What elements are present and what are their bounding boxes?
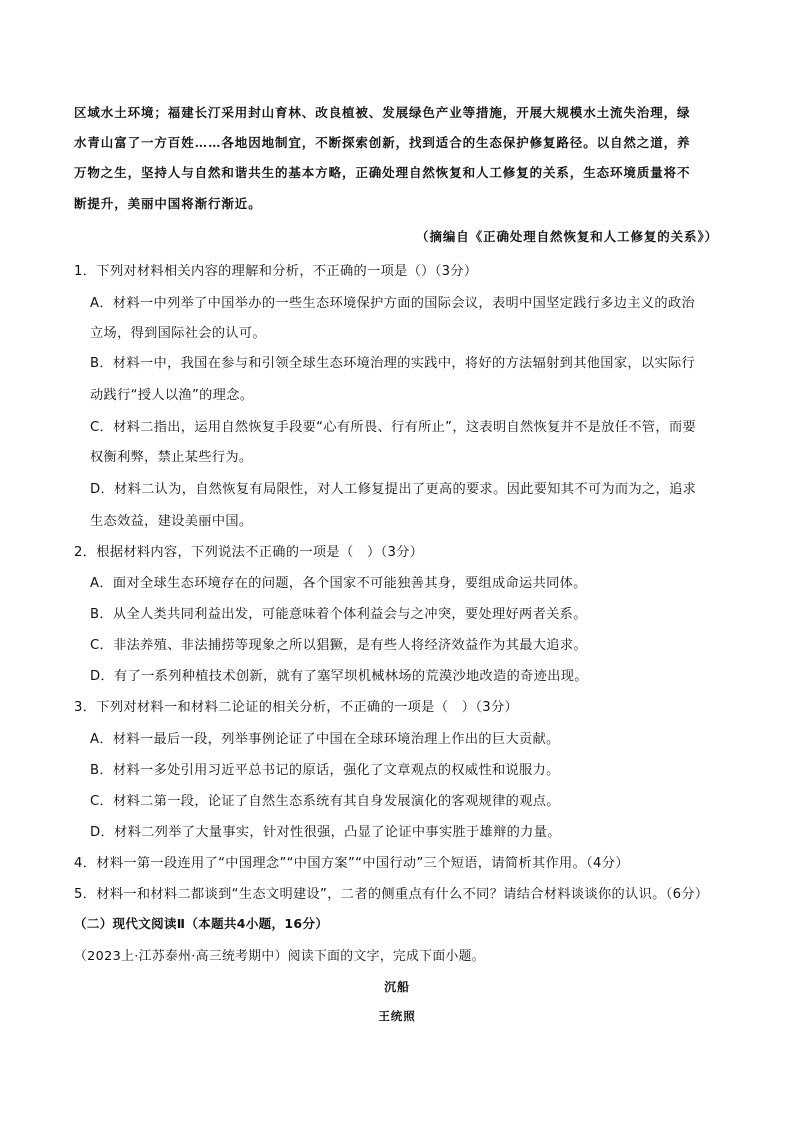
option-line: 动践行“授人以渔”的理念。 bbox=[90, 388, 254, 403]
passage-line: 水青山富了一方百姓……各地因地制宜，不断探索创新，找到适合的生态保护修复路径。以自然之道，养 bbox=[74, 135, 691, 150]
option-line: B．从全人类共同利益出发，可能意味着个体利益会与之冲突，要处理好两者关系。 bbox=[90, 607, 587, 622]
question-stem: 4．材料一第一段连用了“中国理念”“中国方案”“中国行动”三个短语，请简析其作用。（4分） bbox=[74, 856, 629, 871]
passage-source: （摘编自《正确处理自然恢复和人工修复的关系》） bbox=[416, 229, 718, 244]
article-author: 王统照 bbox=[378, 1009, 416, 1023]
option-line: 权衡利弊，禁止某些行为。 bbox=[90, 450, 253, 465]
option-line: B．材料一多处引用习近平总书记的原话，强化了文章观点的权威性和说服力。 bbox=[90, 763, 560, 778]
question-stem: 3．下列对材料一和材料二论证的相关分析，不正确的一项是（ ）（3分） bbox=[74, 700, 519, 715]
article-title: 沉船 bbox=[384, 980, 410, 994]
option-line: D．材料二列举了大量事实，针对性很强，凸显了论证中事实胜于雄辩的力量。 bbox=[90, 825, 561, 840]
passage-line: 万物之生，坚持人与自然和谐共生的基本方略，正确处理自然恢复和人工修复的关系，生态环境质量将不 bbox=[74, 165, 691, 180]
section-intro: （2023上·江苏泰州·高三统考期中）阅读下面的文字，完成下面小题。 bbox=[74, 949, 485, 964]
option-line: C．材料二指出，运用自然恢复手段要“心有所畏、行有所止”，这表明自然恢复并不是放任不管，而要 bbox=[90, 420, 697, 435]
option-line: D．有了一系列种植技术创新，就有了塞罕坝机械林场的荒漠沙地改造的奇迹出现。 bbox=[90, 669, 588, 684]
passage-line: 断提升，美丽中国将渐行渐近。 bbox=[74, 196, 262, 211]
option-line: 生态效益，建设美丽中国。 bbox=[90, 514, 253, 529]
option-line: D．材料二认为，自然恢复有局限性，对人工修复提出了更高的要求。因此要知其不可为而为之，追求 bbox=[90, 482, 697, 497]
option-line: C．非法养殖、非法捕捞等现象之所以猖獗，是有些人将经济效益作为其最大追求。 bbox=[90, 638, 587, 653]
option-line: A．材料一最后一段，列举事例论证了中国在全球环境治理上作出的巨大贡献。 bbox=[90, 732, 560, 747]
question-stem: 5．材料一和材料二都谈到“生态文明建设”，二者的侧重点有什么不同？请结合材料谈谈你的认识。（6分） bbox=[74, 887, 709, 902]
option-line: A．材料一中列举了中国举办的一些生态环境保护方面的国际会议，表明中国坚定践行多边主义的政治 bbox=[90, 296, 696, 311]
passage-line: 区域水土环境；福建长汀采用封山育林、改良植被、发展绿色产业等措施，开展大规模水土流失治理，绿 bbox=[74, 105, 691, 120]
question-stem: 1．下列对材料相关内容的理解和分析，不正确的一项是（）（3分） bbox=[74, 264, 478, 279]
section-heading: （二）现代文阅读Ⅱ（本题共4小题，16分） bbox=[74, 916, 329, 931]
option-line: A．面对全球生态环境存在的问题，各个国家不可能独善其身，要组成命运共同体。 bbox=[90, 576, 587, 591]
option-line: B．材料一中，我国在参与和引领全球生态环境治理的实践中，将好的方法辐射到其他国家，以实际行 bbox=[90, 356, 696, 371]
option-line: 立场，得到国际社会的认可。 bbox=[90, 326, 266, 341]
question-stem: 2．根据材料内容，下列说法不正确的一项是（ ）（3分） bbox=[74, 545, 424, 560]
option-line: C．材料二第一段，论证了自然生态系统有其自身发展演化的客观规律的观点。 bbox=[90, 794, 560, 809]
